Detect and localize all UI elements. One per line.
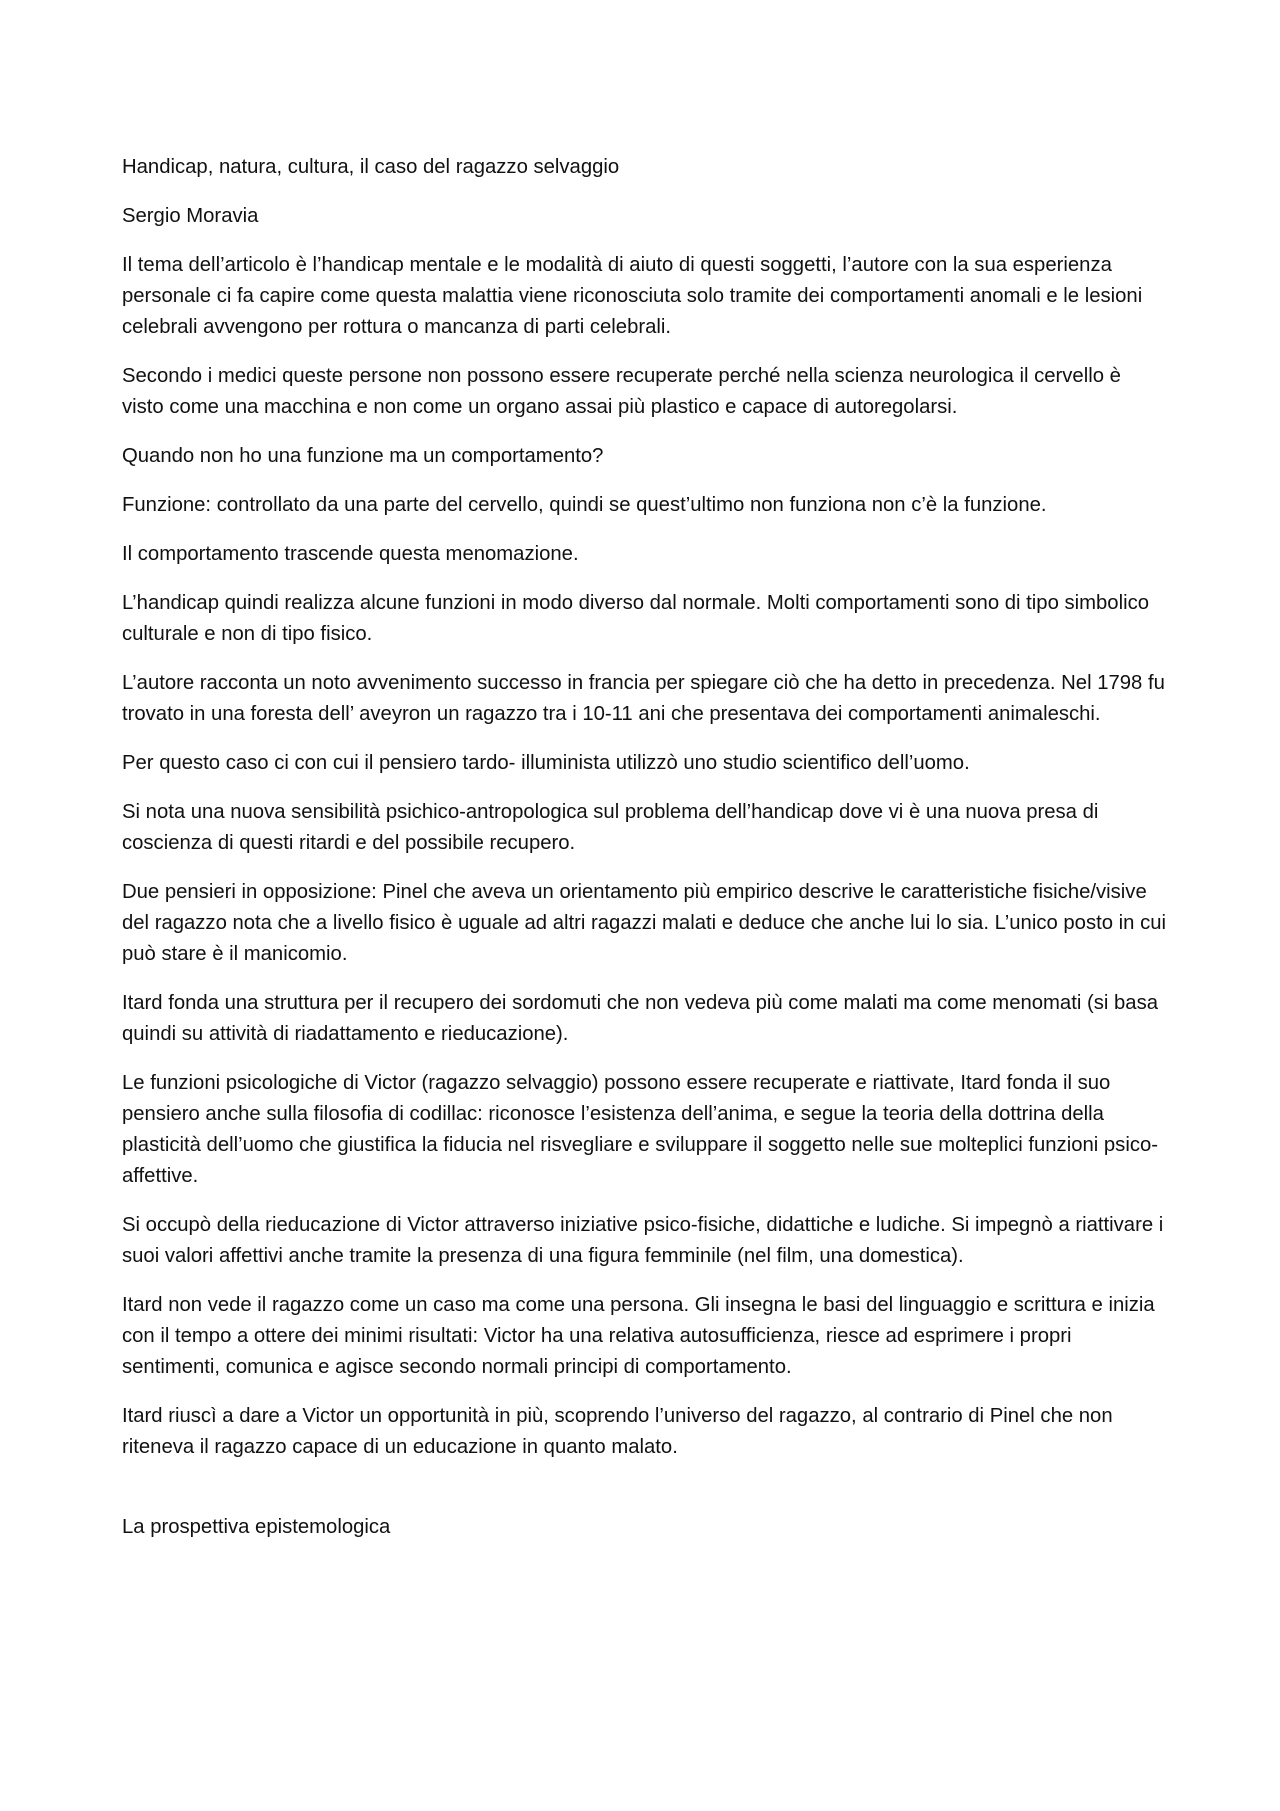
document-body — [122, 152, 1167, 1561]
paragraph: Itard non vede il ragazzo come un caso ma come una persona. Gli insegna le basi del linguaggio e scrittura e inizia con il tempo a ottere dei minimi risultati: Victor ha una relativa autosufficienza, riesce ad esprimere i propri sentimenti, comunica e agisce secondo normali principi di comportamento. — [122, 1294, 1155, 1378]
paragraph: Itard riuscì a dare a Victor un opportunità in più, scoprendo l’universo del ragazzo, al contrario di Pinel che non riteneva il ragazzo capace di un educazione in quanto malato. — [122, 1405, 1113, 1458]
paragraph: L’autore racconta un noto avvenimento successo in francia per spiegare ciò che ha detto in precedenza. Nel 1798 fu trovato in una foresta dell’ aveyron un ragazzo tra i 10-11 ani che presentava dei comportamenti animaleschi. — [122, 672, 1165, 725]
paragraph: Per questo caso ci con cui il pensiero tardo- illuminista utilizzò uno studio scientifico dell’uomo. — [122, 752, 970, 774]
paragraph: Le funzioni psicologiche di Victor (ragazzo selvaggio) possono essere recuperate e riattivate, Itard fonda il suo pensiero anche sulla filosofia di codillac: riconosce l’esistenza dell’anima, e segue la teoria della dottrina della plasticità dell’uomo che giustifica la fiducia nel risvegliare e sviluppare il soggetto nelle sue molteplici funzioni psico-affettive. — [122, 1072, 1159, 1187]
paragraph: Il comportamento trascende questa menomazione. — [122, 543, 579, 565]
section-heading: La prospettiva epistemologica — [122, 1516, 391, 1538]
paragraph: Itard fonda una struttura per il recupero dei sordomuti che non vedeva più come malati ma come menomati (si basa quindi su attività di riadattamento e rieducazione). — [122, 992, 1158, 1045]
paragraph: Il tema dell’articolo è l’handicap mentale e le modalità di aiuto di questi soggetti, l’autore con la sua esperienza personale ci fa capire come questa malattia viene riconosciuta solo tramite dei comportamenti anomali e le lesioni celebrali avvengono per rottura o mancanza di parti celebrali. — [122, 254, 1143, 338]
paragraph: L’handicap quindi realizza alcune funzioni in modo diverso dal normale. Molti comportamenti sono di tipo simbolico culturale e non di tipo fisico. — [122, 592, 1150, 645]
paragraph: Si occupò della rieducazione di Victor attraverso iniziative psico-fisiche, didattiche e ludiche. Si impegnò a riattivare i suoi valori affettivi anche tramite la presenza di una figura femminile (nel film, una domestica). — [122, 1214, 1164, 1267]
document-title: Handicap, natura, cultura, il caso del ragazzo selvaggio — [122, 156, 620, 178]
paragraph: Due pensieri in opposizione: Pinel che aveva un orientamento più empirico descrive le caratteristiche fisiche/visive del ragazzo nota che a livello fisico è uguale ad altri ragazzi malati e deduce che anche lui lo sia. L’unico posto in cui può stare è il manicomio. — [122, 881, 1166, 965]
paragraph: Quando non ho una funzione ma un comportamento? — [122, 445, 604, 467]
paragraph: Secondo i medici queste persone non possono essere recuperate perché nella scienza neurologica il cervello è visto come una macchina e non come un organo assai più plastico e capace di autoregolarsi. — [122, 365, 1121, 418]
paragraph: Funzione: controllato da una parte del cervello, quindi se quest’ultimo non funziona non c’è la funzione. — [122, 494, 1047, 516]
document-author: Sergio Moravia — [122, 205, 259, 227]
paragraph: Si nota una nuova sensibilità psichico-antropologica sul problema dell’handicap dove vi è una nuova presa di coscienza di questi ritardi e del possibile recupero. — [122, 801, 1099, 854]
